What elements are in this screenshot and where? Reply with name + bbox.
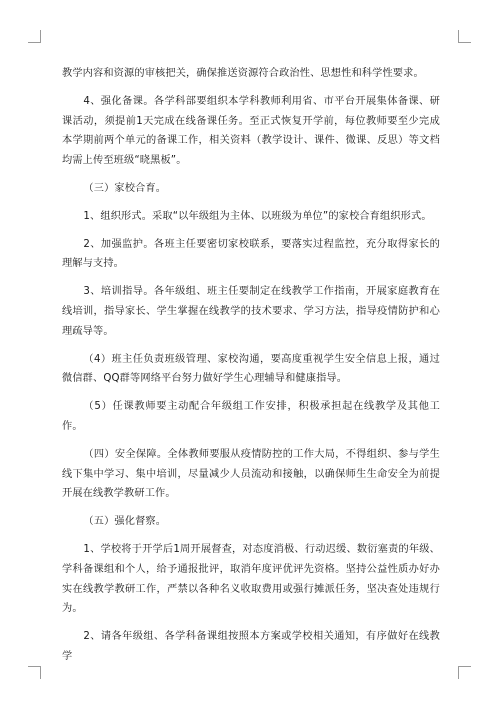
section-heading-supervision: （五）强化督察。 (83, 516, 167, 528)
crop-mark-top-left (28, 30, 41, 43)
paragraph-organization-form: 1、组织形式。采取“以年级组为主体、以班级为单位”的家校合育组织形式。 (83, 210, 432, 222)
paragraph-supervision: 2、加强监护。各班主任要密切家校联系，要落实过程监控，充分取得家长的理解与支持。 (62, 238, 440, 270)
crop-mark-bottom-right (458, 666, 471, 679)
crop-mark-top-right (458, 30, 471, 43)
paragraph-safety: （四）安全保障。全体教师要服从疫情防控的工作大局，不得组织、参与学生线下集中学习、集中培训，尽量减少人员流动和接触，以确保师生生命安全为前提开展在线教学教研工作。 (62, 448, 440, 500)
crop-mark-bottom-left (28, 666, 41, 679)
paragraph-class-teacher: （4）班主任负责班级管理、家校沟通，要高度重视学生安全信息上报，通过微信群、QQ群等网络平台努力做好学生心理辅导和健康指导。 (62, 353, 440, 385)
paragraph-inspection: 1、学校将于开学后1周开展督查，对态度消极、行动迟缓、数衍塞责的年级、学科备课组和个人，给予通报批评，取消年度评优评先资格。坚持公益性质办好办实在线教学教研工作，严禁以各种名义收取费用或强行摊派任务，坚决查处违规行为。 (62, 543, 440, 615)
paragraph-continuation: 教学内容和资源的审核把关，确保推送资源符合政治性、思想性和科学性要求。 (62, 68, 424, 79)
paragraph-lesson-preparation: 4、强化备课。各学科部要组织本学科教师利用省、市平台开展集体备课、研课活动，须提前1天完成在线备课任务。至正式恢复开学前，每位教师要至少完成本学期前两个单元的备课工作，相关资料（教学设计、课件、微课、反思）等文档均需上传至班级“晓黑板”。 (62, 95, 440, 167)
paragraph-grade-groups: 2、请各年级组、各学科备课组按照本方案或学校相关通知，有序做好在线教学 (62, 631, 440, 662)
document-body (62, 64, 440, 675)
paragraph-subject-teacher: （5）任课教师要主动配合年级组工作安排，积极承担起在线教学及其他工作。 (62, 401, 440, 432)
paragraph-training-guidance: 3、培训指导。各年级组、班主任要制定在线教学工作指南，开展家庭教育在线培训，指导家长、学生掌握在线教学的技术要求、学习方法，指导疫情防护和心理疏导等。 (62, 286, 440, 337)
section-heading-home-school: （三）家校合育。 (83, 182, 167, 194)
